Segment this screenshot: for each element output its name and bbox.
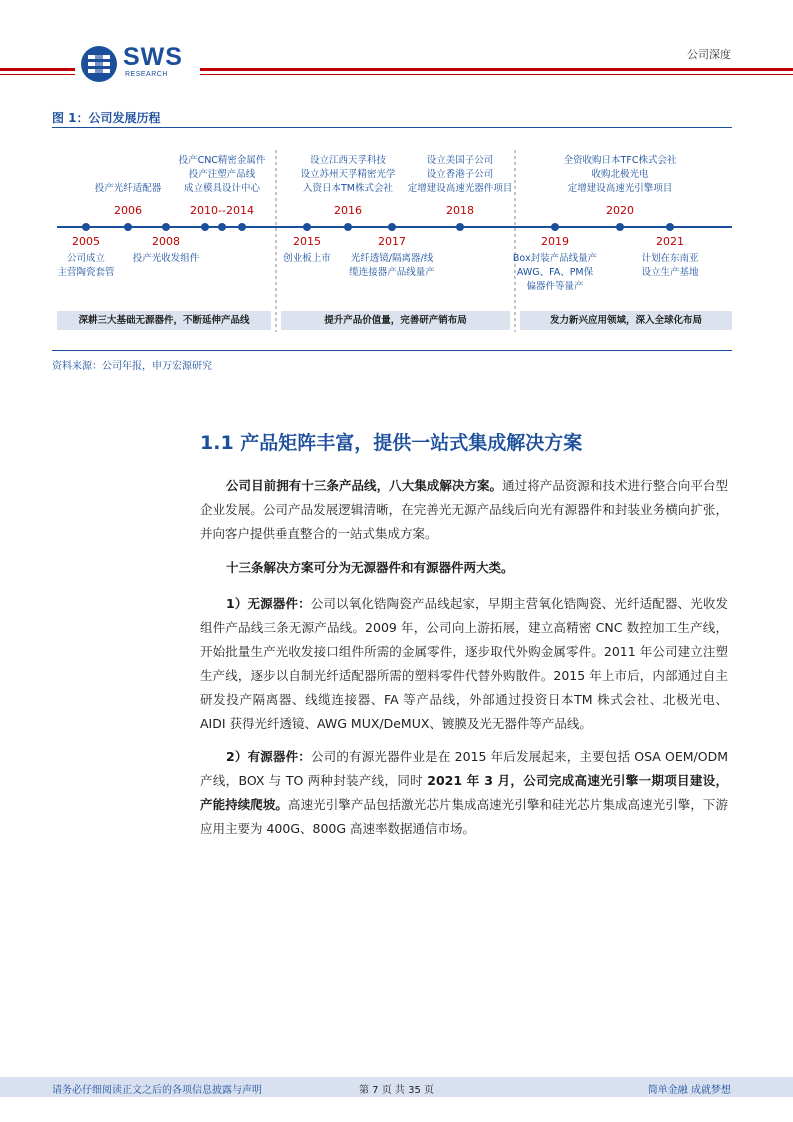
timeline-year-label: 2010--2014 [190, 204, 254, 217]
timeline-milestone-dot [201, 223, 209, 231]
timeline-event-text: 全资收购日本TFC株式会社 收购北极光电 定增建设高速光引擎项目 [563, 155, 677, 194]
timeline-milestone-dot [666, 223, 674, 231]
timeline-year-label: 2019 [541, 235, 569, 248]
timeline-milestone-dot [124, 223, 132, 231]
timeline-year-label: 2018 [446, 204, 474, 217]
paragraph-4 [200, 745, 728, 841]
logo-subtext: RESEARCH [125, 71, 168, 78]
timeline-year-label: 2015 [293, 235, 321, 248]
paragraph-2-lead: 十三条解决方案可分为无源器件和有源器件两大类。 [226, 560, 514, 575]
timeline-event-text: 投产CNC精密金属件 投产注塑产品线 成立模具设计中心 [178, 155, 266, 194]
timeline-milestone-dot [303, 223, 311, 231]
timeline-milestone-dot [616, 223, 624, 231]
era-band-2: 提升产品价值量，完善研产销布局 [281, 311, 510, 330]
timeline-event-text: 投产光收发组件 [132, 253, 200, 264]
paragraph-4-body: 公司的有源光器件业是在 2015 年后发展起来，主要包括 OSA OEM/ODM 产线，BOX 与 TO 两种封装产线，同时 [200, 749, 728, 788]
timeline-year-label: 2005 [72, 235, 100, 248]
paragraph-2 [200, 556, 728, 580]
paragraph-4-tail: 高速光引擎产品包括激光芯片集成高速光引擎和硅光芯片集成高速光引擎，下游应用主要为 400G、800G 高速率数据通信市场。 [200, 797, 728, 836]
paragraph-4-highlight: 2021 年 3 月，公司完成高速光引擎一期项目建设，产能持续爬坡。 [200, 773, 729, 812]
paragraph-4-lead: 2）有源器件： [226, 749, 311, 764]
timeline-milestone-dot [238, 223, 246, 231]
timeline-milestone-dot [551, 223, 559, 231]
timeline-milestone-dot [344, 223, 352, 231]
figure-title: 图 1：公司发展历程 [52, 111, 161, 125]
timeline-year-label: 2021 [656, 235, 684, 248]
report-type-tag: 公司深度 [687, 48, 731, 61]
timeline-event-text: 创业板上市 [283, 253, 331, 264]
company-timeline [0, 0, 793, 350]
timeline-milestone-dot [162, 223, 170, 231]
era-band-1: 深耕三大基础无源器件，不断延伸产品线 [57, 311, 271, 330]
paragraph-1 [200, 474, 728, 546]
timeline-event-text: 计划在东南亚 设立生产基地 [641, 253, 699, 278]
figure-bottom-rule [52, 350, 732, 351]
timeline-year-label: 2020 [606, 204, 634, 217]
timeline-milestone-dot [82, 223, 90, 231]
timeline-year-label: 2016 [334, 204, 362, 217]
paragraph-3-lead: 1）无源器件： [226, 596, 311, 611]
paragraph-1-lead: 公司目前拥有十三条产品线，八大集成解决方案。 [226, 478, 503, 493]
figure-source: 资料来源：公司年报，申万宏源研究 [52, 361, 212, 372]
page-number: 第 7 页 共 35 页 [359, 1085, 434, 1096]
timeline-milestone-dot [388, 223, 396, 231]
timeline-event-text: 设立江西天孚科技 设立苏州天孚精密光学 入资日本TM株式会社 [300, 155, 396, 194]
timeline-event-text: 投产光纤适配器 [94, 183, 162, 194]
timeline-milestone-dot [218, 223, 226, 231]
paragraph-1-body: 通过将产品资源和技术进行整合向平台型企业发展。公司产品发展逻辑清晰，在完善光无源产品线后向光有源器件和封装业务横向扩张，并向客户提供垂直整合的一站式集成方案。 [200, 478, 728, 541]
paragraph-3-body: 公司以氧化锆陶瓷产品线起家，早期主营氧化锆陶瓷、光纤适配器、光收发组件产品线三条无源产品线。2009 年，公司向上游拓展，建立高精密 CNC 数控加工生产线，开始批量生产光收发接口组件所需的金属零件，逐步取代外购金属零件。2011 年公司建立注塑生产线，逐步以自制光纤适配器所需的塑料零件代替外购散件。2015 年上市后，内部通过自主研发投产隔离器、线缆连接器、FA 等产品线，外部通过投资日本TM 株式会社、北极光电、AIDI 获得光纤透镜、AWG MUX/DeMUX、镀膜及光无器件等产品线。 [200, 596, 728, 731]
footer-disclaimer: 请务必仔细阅读正文之后的各项信息披露与声明 [52, 1085, 262, 1096]
logo-text: SWS [123, 43, 183, 71]
footer-slogan: 简单金融 成就梦想 [647, 1085, 731, 1096]
timeline-event-text: 设立美国子公司 设立香港子公司 定增建设高速光器件项目 [407, 155, 513, 194]
timeline-milestone-dot [456, 223, 464, 231]
timeline-year-label: 2006 [114, 204, 142, 217]
paragraph-3 [200, 592, 728, 736]
timeline-event-text: 光纤透镜/隔离器/线 缆连接器产品线量产 [349, 253, 435, 278]
timeline-event-text: Box封装产品线量产 AWG、FA、PM保 偏器件等量产 [512, 253, 598, 292]
timeline-year-label: 2008 [152, 235, 180, 248]
timeline-year-label: 2017 [378, 235, 406, 248]
section-title: 1.1 产品矩阵丰富，提供一站式集成解决方案 [200, 432, 583, 454]
timeline-event-text: 公司成立 主营陶瓷套管 [57, 253, 115, 278]
era-band-3: 发力新兴应用领域，深入全球化布局 [520, 311, 732, 330]
